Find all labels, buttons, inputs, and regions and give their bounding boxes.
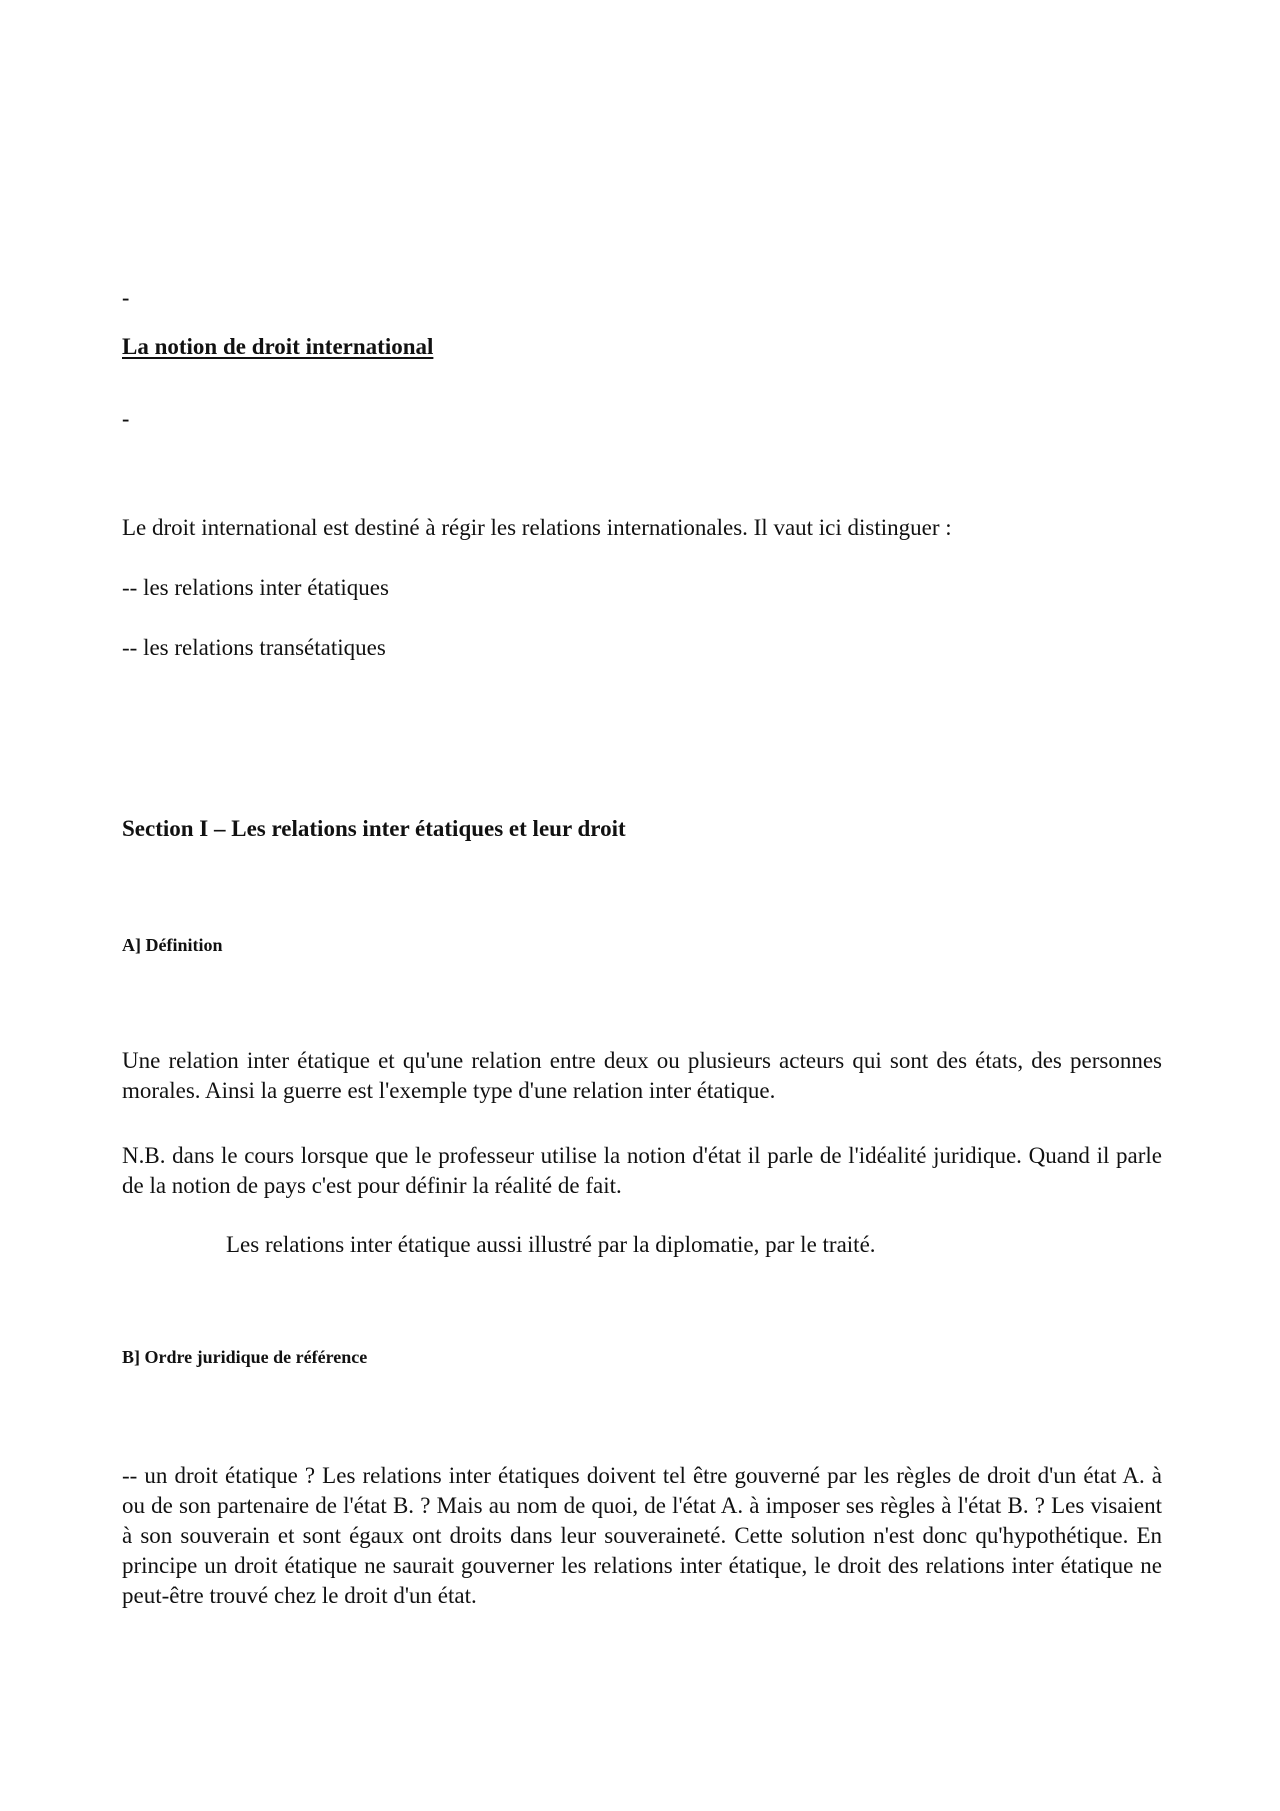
list-item: -- les relations inter étatiques: [122, 575, 389, 600]
subsection-heading-b: B] Ordre juridique de référence: [122, 1347, 368, 1367]
subsection-heading-a: A] Définition: [122, 935, 223, 955]
dash-marker-top: -: [122, 285, 130, 310]
note-paragraph: N.B. dans le cours lorsque que le professeur utilise la notion d'état il parle de l'idéalité juridique. Quand il parle de la notion de pays c'est pour définir la réalité de fait.: [122, 1143, 1162, 1198]
reference-paragraph: -- un droit étatique ? Les relations inter étatiques doivent tel être gouverné par les règles de droit d'un état A. à ou de son partenaire de l'état B. ? Mais au nom de quoi, de l'état A. à imposer ses règles à l'état B. ? Les visaient à son souverain et sont égaux ont droits dans leur souveraineté. Cette solution n'est donc qu'hypothétique. En principe un droit étatique ne saurait gouverner les relations inter étatique, le droit des relations inter étatique ne peut-être trouvé chez le droit d'un état.: [122, 1463, 1162, 1608]
page-title: La notion de droit international: [122, 334, 434, 359]
dash-marker-after-title: -: [122, 406, 130, 431]
list-item: -- les relations transétatiques: [122, 635, 386, 660]
intro-paragraph: Le droit international est destiné à régir les relations internationales. Il vaut ici distinguer :: [122, 515, 952, 540]
section-heading: Section I – Les relations inter étatiques et leur droit: [122, 816, 626, 841]
indented-paragraph: Les relations inter étatique aussi illustré par la diplomatie, par le traité.: [226, 1232, 876, 1257]
definition-paragraph: Une relation inter étatique et qu'une relation entre deux ou plusieurs acteurs qui sont des états, des personnes morales. Ainsi la guerre est l'exemple type d'une relation inter étatique.: [122, 1048, 1162, 1103]
